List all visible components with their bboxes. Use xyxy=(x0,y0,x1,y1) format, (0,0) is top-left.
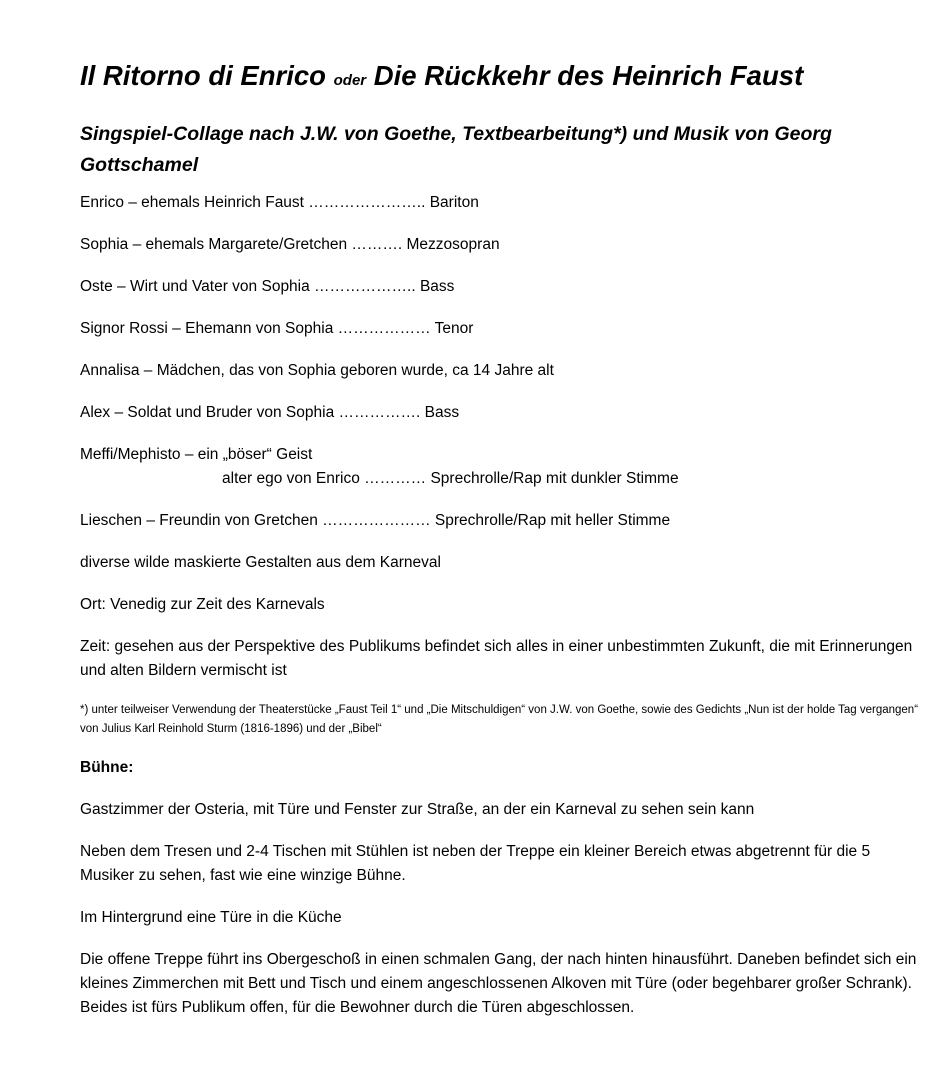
stage-paragraph-1: Gastzimmer der Osteria, mit Türe und Fenster zur Straße, an der ein Karneval zu sehen sein kann xyxy=(80,801,755,818)
role-annalisa: Annalisa – Mädchen, das von Sophia geboren wurde, ca 14 Jahre alt xyxy=(80,362,554,379)
role-lieschen: Lieschen – Freundin von Gretchen ………………… Sprechrolle/Rap mit heller Stimme xyxy=(80,512,671,529)
role-meffi-line2: alter ego von Enrico ………… Sprechrolle/Rap mit dunkler Stimme xyxy=(222,470,679,487)
title-italian: Il Ritorno di Enrico xyxy=(80,60,326,91)
document-title xyxy=(80,56,920,101)
cast-list xyxy=(80,191,920,575)
role-sophia: Sophia – ehemals Margarete/Gretchen ………. Mezzosopran xyxy=(80,236,500,253)
stage-paragraph-3: Im Hintergrund eine Türe in die Küche xyxy=(80,909,342,926)
stage-paragraph-2: Neben dem Tresen und 2-4 Tischen mit Stühlen ist neben der Treppe ein kleiner Bereich etwas abgetrennt für die 5 Musiker zu sehen, fast wie eine winzige Bühne. xyxy=(80,843,871,884)
role-meffi xyxy=(80,443,920,491)
title-oder: oder xyxy=(333,72,367,89)
role-meffi-line1: Meffi/Mephisto – ein „böser“ Geist xyxy=(80,446,313,463)
role-alex: Alex – Soldat und Bruder von Sophia ……………. Bass xyxy=(80,404,460,421)
footnote: *) unter teilweiser Verwendung der Theaterstücke „Faust Teil 1“ und „Die Mitschuldigen“ von J.W. von Goethe, sowie des Gedichts „Nun ist der holde Tag vergangen“ von Julius Karl Reinhold Sturm (1816-1896) und der „Bibel“ xyxy=(80,704,919,735)
extras-line: diverse wilde maskierte Gestalten aus dem Karneval xyxy=(80,554,441,571)
place-line: Ort: Venedig zur Zeit des Karnevals xyxy=(80,596,325,613)
title-german: Die Rückkehr des Heinrich Faust xyxy=(373,60,804,91)
stage-paragraph-4: Die offene Treppe führt ins Obergeschoß in einen schmalen Gang, der nach hinten hinausführt. Daneben befindet sich ein kleines Zimmerchen mit Bett und Tisch und einem angeschlossenen Alkoven mit Türe (oder begehbarer großer Schrank). Beides ist fürs Publikum offen, für die Bewohner durch die Türen abgeschlossen. xyxy=(80,951,917,1016)
document-subtitle: Singspiel-Collage nach J.W. von Goethe, Textbearbeitung*) und Musik von Georg Gottschamel xyxy=(80,123,832,176)
document-page xyxy=(80,56,920,1038)
role-signor-rossi: Signor Rossi – Ehemann von Sophia ……………… Tenor xyxy=(80,320,474,337)
role-oste: Oste – Wirt und Vater von Sophia ……………….. Bass xyxy=(80,278,455,295)
role-enrico: Enrico – ehemals Heinrich Faust ………………….. Bariton xyxy=(80,194,479,211)
stage-heading: Bühne: xyxy=(80,759,134,776)
time-line: Zeit: gesehen aus der Perspektive des Publikums befindet sich alles in einer unbestimmten Zukunft, die mit Erinnerungen und alten Bildern vermischt ist xyxy=(80,638,913,679)
